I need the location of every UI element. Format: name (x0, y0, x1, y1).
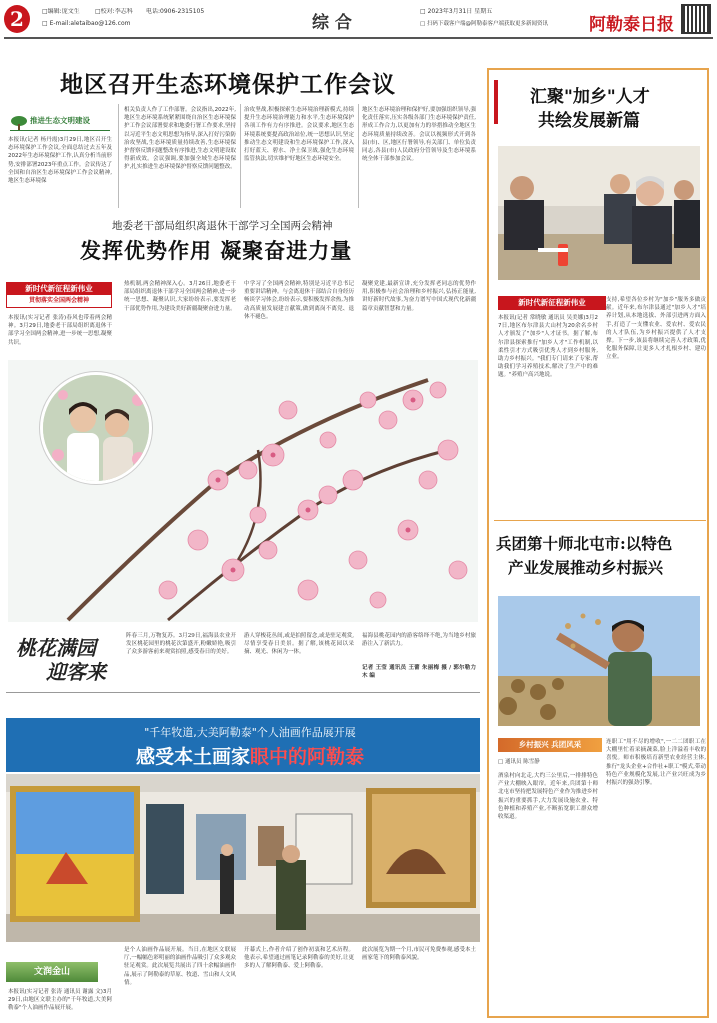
phone: 电话:0906-2315105 (146, 8, 205, 15)
exhibition-col2: 是个人油画作品展开展。当日,在地区文联展厅,一幅幅色彩明丽的油画作品吸引了众多观众驻足观赏。此次展览共展出了四十余幅油画作品,展示了阿勒泰的草原、牧道、雪山和人文风情。 (124, 947, 236, 986)
feature-title-line2: 迎客来 (46, 660, 106, 684)
sidebar2-badge: 乡村振兴 兵团风采 (498, 738, 602, 752)
badge-sub: 贯彻落实全国两会精神 (28, 297, 89, 304)
exhibition-title (70, 742, 430, 769)
article1-col1: 本报讯(记者 杨丹霞)3月29日,地区召开生态环境保护工作会议,全面总结过去五年及2022年生态环境保护工作,认真分析当前形势,安排部署2023年重点工作。会议传达了全国和自治区生态环境保护工作会议精神,地区生态环境保 (8, 137, 112, 185)
sidebar2-title-line1: 兵团第十师北屯市:以特色 (496, 534, 673, 553)
proofreader: □校对:李志科 (95, 8, 133, 15)
tree-icon (10, 115, 28, 129)
article2-col4: 凝聚党建,最新宣讲,充分发挥老同志的优势作用,积极参与社会治理和乡村振兴,弘扬正能量,讲好新时代故事,为奋力谱写中国式现代化新疆篇章贡献智慧和力量。 (362, 281, 476, 312)
masthead-logo: 阿勒泰日报 (589, 15, 674, 35)
article1-title: 地区召开生态环境保护工作会议 (60, 71, 396, 98)
article1-col3: 治攻坚战,积极探索生态环境治理新模式,持续提升生态环境治理能力和水平,生态环境保护各项工作有力有序推进。会议要求,地区生态环境系统要提高政治站位,统一思想认识,坚定推动生态文明建设和生态环境保护工作,深入打好蓝天、碧水、净土保卫战,强化生态环境监管执法,切实维护好地区生态环境安全。 (244, 107, 354, 163)
article2-title: 发挥优势作用 凝聚奋进力量 (80, 238, 353, 263)
qr-code-icon[interactable] (681, 4, 711, 34)
exhibition-badge: 文润金山 (6, 962, 98, 982)
exhibition-title-prefix: 感受本土画家 (135, 746, 250, 768)
exhibition-col4: 此次展览为期一个月,市民可免费参观,感受本土画家笔下的阿勒泰风貌。 (362, 947, 476, 962)
sidebar2-col2: 连职工"用不尽的增收",一二二团职工在大棚里忙着采摘蔬菜,脸上洋溢着丰收的喜悦。师市积极培育新型农业经营主体,推行"龙头企业+合作社+职工"模式,带动特色产业规模化发展,让产业兴旺成为乡村振兴的强劲引擎。 (606, 739, 706, 787)
issue-date: □ 2023年3月31日 星期五 (420, 8, 493, 15)
exhibition-kicker: "千年牧道,大美阿勒泰"个人油画作品展开展 (144, 726, 356, 739)
article1-col4: 地区生态环境治理和保护好,要加强组织领导,强化责任落实,压实各级各部门生态环境保护责任,形成工作合力,以更加有力的举措推动全地区生态环境质量持续改善。会议以视频形式开到各县(市)、区,地区行署领导,有关部门、单位负责同志,各县(市)人民政府分管领导及生态环境系统全体干部参加会议。 (362, 107, 476, 163)
badge-main: 新时代新征程新伟业 (7, 283, 111, 295)
email: □ E-mail:aletaibao@126.com (42, 20, 131, 27)
article2-badge (6, 282, 112, 308)
sidebar2-byline: □ 通讯员 陈雪静 (498, 759, 540, 765)
app-hint: □ 扫码下载客户端@阿勒泰客户端获取更多新闻资讯 (420, 21, 548, 27)
sidebar2-col1: 酒泉村向北走,大约三公里后,一排排特色产业大棚映入眼帘。近年来,兵团第十师北屯市坚持把发展特色产业作为推进乡村振兴的重要抓手,大力发展设施农业、特色种植和养殖产业,不断拓宽职工群众增收渠道。 (498, 773, 598, 821)
article2-col3: 中学习了全国两会精神,特别是习近平总书记重要讲话精神。与会离退休干部结合自身经历畅谈学习体会,纷纷表示,要积极发挥余热,为推动高质量发展建言献策,做到离岗不离党、退休不褪色。 (244, 281, 354, 320)
editor: □编辑:庞文生 (42, 8, 80, 15)
article1-badge: 推进生态文明建设 (30, 116, 90, 125)
article2-col1: 本报讯(实习记者 张涛)春风也带着两会精神。3月29日,地委老干部局组织离退休干部学习全国两会精神,进一步统一思想,凝聚共识。 (8, 315, 112, 346)
sidebar1-col1: 本报讯(记者 常晓敏 通讯员 吴美娜)3月27日,地区布尔津县大山村为20余名乡村人才颁发了"加乡"人才证书。据了解,布尔津县探索推行"加乡人才"工作机制,以柔性引才方式吸引优秀人才到乡村服务,助力乡村振兴。"我们专门请来了专家,帮助我们学习养殖技术,解决了生产中的难题。"养殖户高兴地说。 (498, 315, 598, 379)
exhibition-col3: 开幕式上,作者介绍了创作初衷和艺术历程。他表示,希望通过画笔记录阿勒泰的美好,让更多的人了解阿勒泰、爱上阿勒泰。 (244, 947, 354, 970)
feature-col1: 阵春三月,万物复苏。3月29日,福海县农业开发区桃花园里的桃花次第盛开,粉嫩娇艳,吸引了众多游客前来观赏拍照,感受春日的美好。 (126, 633, 236, 656)
sidebar2-title-line2: 产业发展推动乡村振兴 (508, 558, 664, 577)
harvest-photo (498, 596, 700, 726)
meeting-photo (498, 146, 700, 280)
article2-col2: 热机制,两会精神深入心。3月26日,地委老干部局组织离退休干部学习全国两会精神,进一步统一思想、凝聚认识,大家纷纷表示,要发挥老干部优势作用,为建设美好新疆凝聚奋进力量。 (124, 281, 236, 312)
feature-credit: 记者 王莹 通讯员 王蕾 朱丽梅 摄 / 郭尔勒力木 编 (362, 665, 476, 680)
sidebar1-title-line1: 汇聚"加乡"人才 (530, 87, 650, 107)
sidebar1-col2: 支持,希望各位乡村为"加乡"服务多做贡献。近年来,布尔津县通过"加乡人才"培养计划,从本地选拔、外部引进两方面入手,打造了一支懂农业、爱农村、爱农民的人才队伍,为乡村振兴提供了人才支撑。下一步,该县将继续完善人才政策,优化服务保障,让更多人才扎根乡村、建功立业。 (606, 297, 706, 361)
article1-col2: 相关负责人作了工作部署。会议指出,2022年,地区生态环境系统紧紧围绕自治区生态环境保护工作会议部署要求和地委行署工作要求,坚持以习近平生态文明思想为指导,深入打好污染防治攻坚战,生态环境质量持续改善,生态环境保护督察反馈问题整改有序推进,生态文明建设取得新成效。会议强调,要加强全域生态环境保护,扎实推进生态环境保护督察反馈问题整改。 (124, 107, 236, 171)
sidebar1-badge: 新时代新征程新伟业 (498, 296, 606, 310)
visitors-inset-photo (40, 372, 152, 484)
feature-col3: 福海县桃花园内的游客络绎不绝,为当地乡村旅游注入了新活力。 (362, 633, 476, 648)
feature-title-line1: 桃花满园 (16, 636, 96, 660)
sidebar1-accent (494, 80, 498, 124)
page-number: 2 (4, 5, 30, 33)
article2-kicker: 地委老干部局组织离退休干部学习全国两会精神 (112, 220, 333, 232)
section-title: 综 合 (312, 13, 352, 33)
feature-col2: 游人穿梭花丛间,或是拍照留念,或是驻足观赏,尽情享受春日美景。据了解,该桃花园以采摘、观光、休闲为一体。 (244, 633, 354, 656)
sidebar1-title-line2: 共绘发展新篇 (538, 111, 640, 131)
exhibition-title-highlight: 眼中的阿勒泰 (250, 746, 365, 768)
exhibition-col1: 本报讯(实习记者 张涛 通讯员 谢露 文)3月29日,由地区文联主办的"千年牧道,大美阿勒泰"个人油画作品展开展。 (8, 989, 112, 1012)
exhibition-hall-photo (6, 774, 480, 942)
